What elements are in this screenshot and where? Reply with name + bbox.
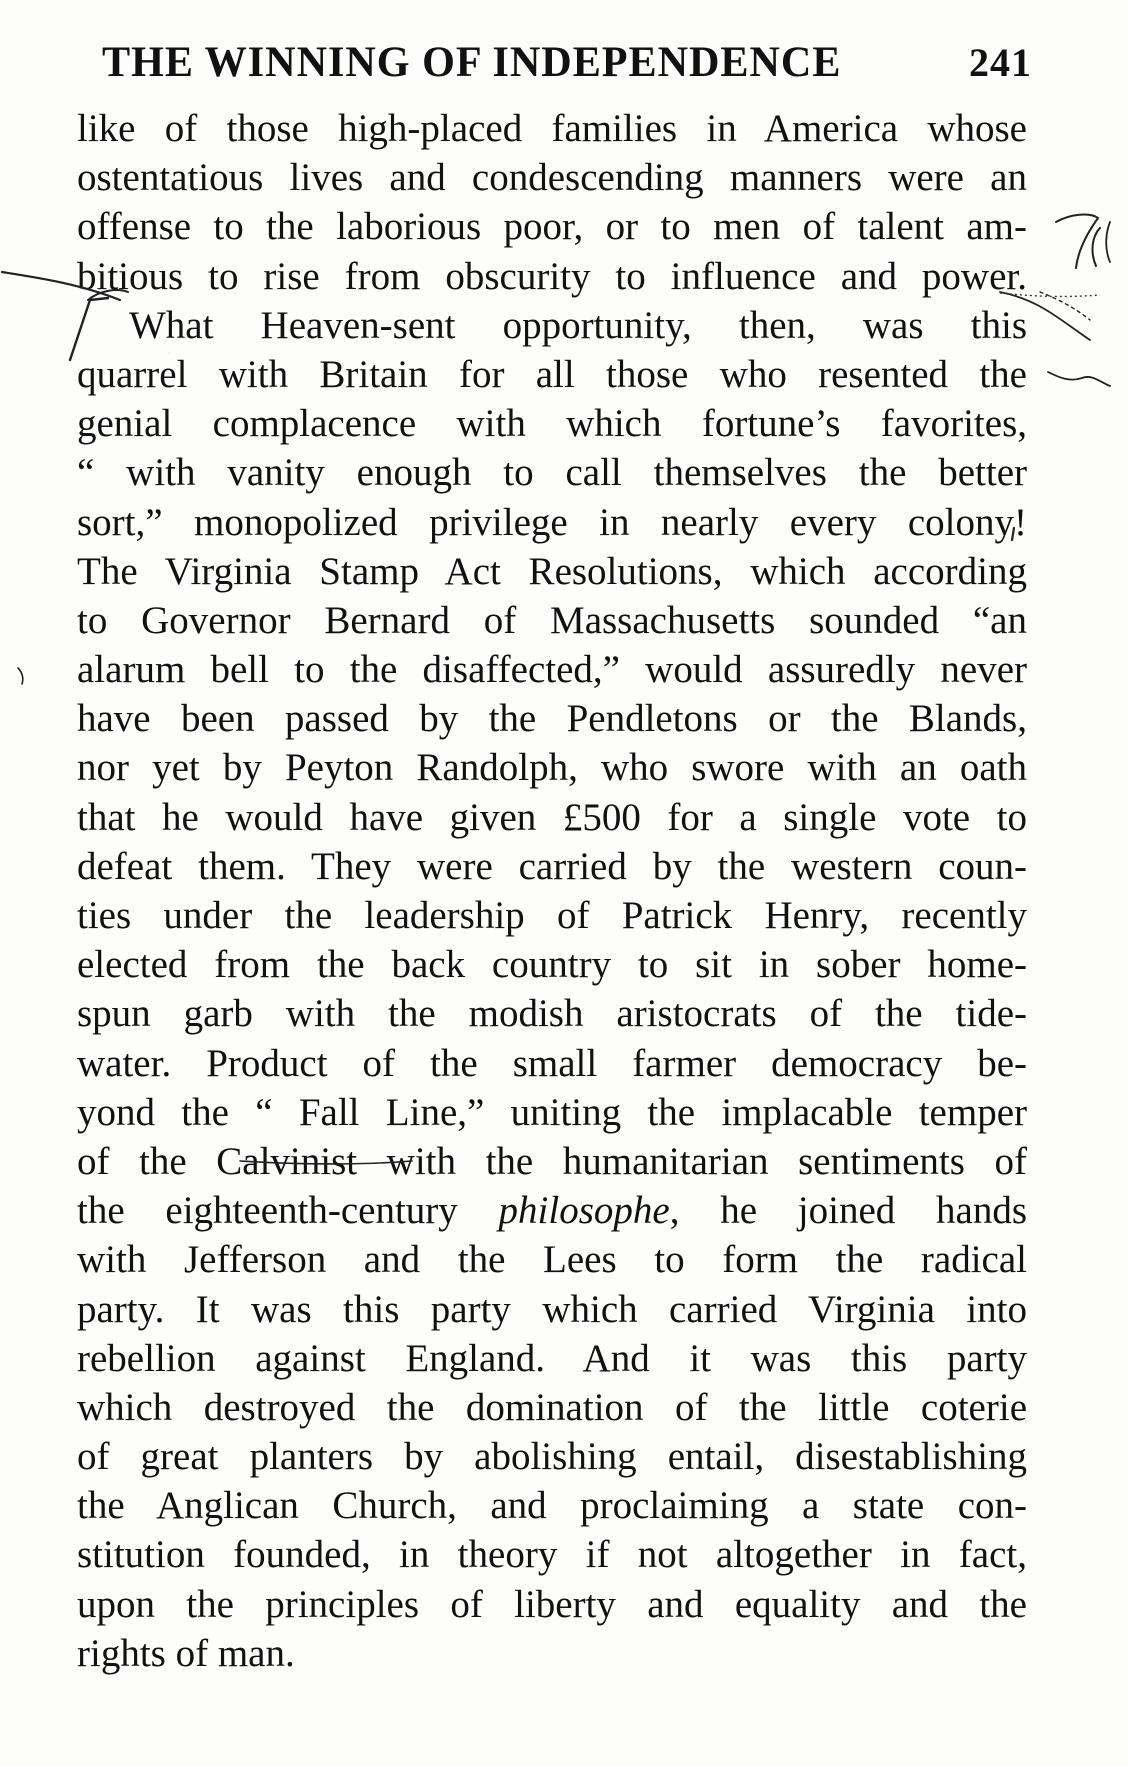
pencil-stroke bbox=[1056, 215, 1098, 268]
text-line: upon the principles of liberty and equality and the bbox=[77, 1582, 1027, 1626]
text-line: with Jefferson and the Lees to form the radical bbox=[77, 1238, 1027, 1282]
text-line: nor yet by Peyton Randolph, who swore with an oath bbox=[77, 746, 1027, 790]
text-line: defeat them. They were carried by the western coun- bbox=[77, 844, 1027, 888]
text-segment: , he joined hands bbox=[669, 1189, 1028, 1233]
text-line: ostentatious lives and condescending manners were an bbox=[77, 156, 1027, 200]
text-line: of the Calvinist with the humanitarian sentiments of bbox=[77, 1139, 1027, 1183]
text-line: elected from the back country to sit in sober home- bbox=[77, 943, 1027, 987]
body-paragraphs bbox=[77, 104, 1027, 1678]
text-line: quarrel with Britain for all those who resented the bbox=[77, 352, 1027, 396]
text-segment: the eighteenth-century bbox=[77, 1189, 458, 1233]
text-line: to Governor Bernard of Massachusetts sounded “an bbox=[77, 598, 1027, 642]
text-line: the Anglican Church, and proclaiming a state con- bbox=[77, 1484, 1027, 1528]
pencil-stroke bbox=[1106, 222, 1110, 262]
text-line: genial complacence with which fortune’s favorites, bbox=[77, 402, 1027, 446]
text-line: party. It was this party which carried Virginia into bbox=[77, 1287, 1027, 1331]
text-line: stitution founded, in theory if not altogether in fact, bbox=[77, 1533, 1027, 1577]
italic-term: philosophe bbox=[498, 1189, 670, 1233]
pencil-stroke bbox=[18, 668, 23, 684]
text-line: sort,” monopolized privilege in nearly every colony! bbox=[77, 500, 1027, 544]
text-line: rights of man. bbox=[77, 1631, 295, 1675]
text-line: like of those high-placed families in America whose bbox=[77, 107, 1027, 150]
text-line: of great planters by abolishing entail, disestablishing bbox=[77, 1435, 1027, 1479]
text-line: water. Product of the small farmer democracy be- bbox=[77, 1041, 1027, 1085]
text-line: “ with vanity enough to call themselves the better bbox=[77, 451, 1027, 495]
text-line: ties under the leadership of Patrick Henry, recently bbox=[77, 894, 1027, 937]
running-head bbox=[102, 30, 1032, 94]
text-line: which destroyed the domination of the little coterie bbox=[77, 1385, 1027, 1429]
page-number: 241 bbox=[969, 39, 1032, 85]
pencil-stroke bbox=[1093, 228, 1100, 266]
text-line: bitious to rise from obscurity to influence and power. bbox=[77, 254, 1027, 298]
text-line: offense to the laborious poor, or to men of talent am- bbox=[77, 205, 1027, 249]
text-line: rebellion against England. And it was this party bbox=[77, 1336, 1027, 1380]
text-line: yond the “ Fall Line,” uniting the implacable temper bbox=[77, 1090, 1027, 1134]
text-line: What Heaven-sent opportunity, then, was this bbox=[129, 303, 1027, 347]
pencil-stroke bbox=[1048, 372, 1110, 386]
running-title: THE WINNING OF INDEPENDENCE bbox=[102, 38, 842, 86]
text-line: have been passed by the Pendletons or the Blands, bbox=[77, 697, 1027, 741]
text-line: spun garb with the modish aristocrats of the tide- bbox=[77, 992, 1027, 1036]
text-line-with-italic bbox=[77, 1186, 1027, 1235]
text-line: alarum bell to the disaffected,” would assuredly never bbox=[77, 648, 1027, 692]
text-line: that he would have given £500 for a single vote to bbox=[77, 795, 1027, 839]
pencil-stroke bbox=[1040, 292, 1090, 320]
text-line: The Virginia Stamp Act Resolutions, which according bbox=[77, 549, 1027, 593]
